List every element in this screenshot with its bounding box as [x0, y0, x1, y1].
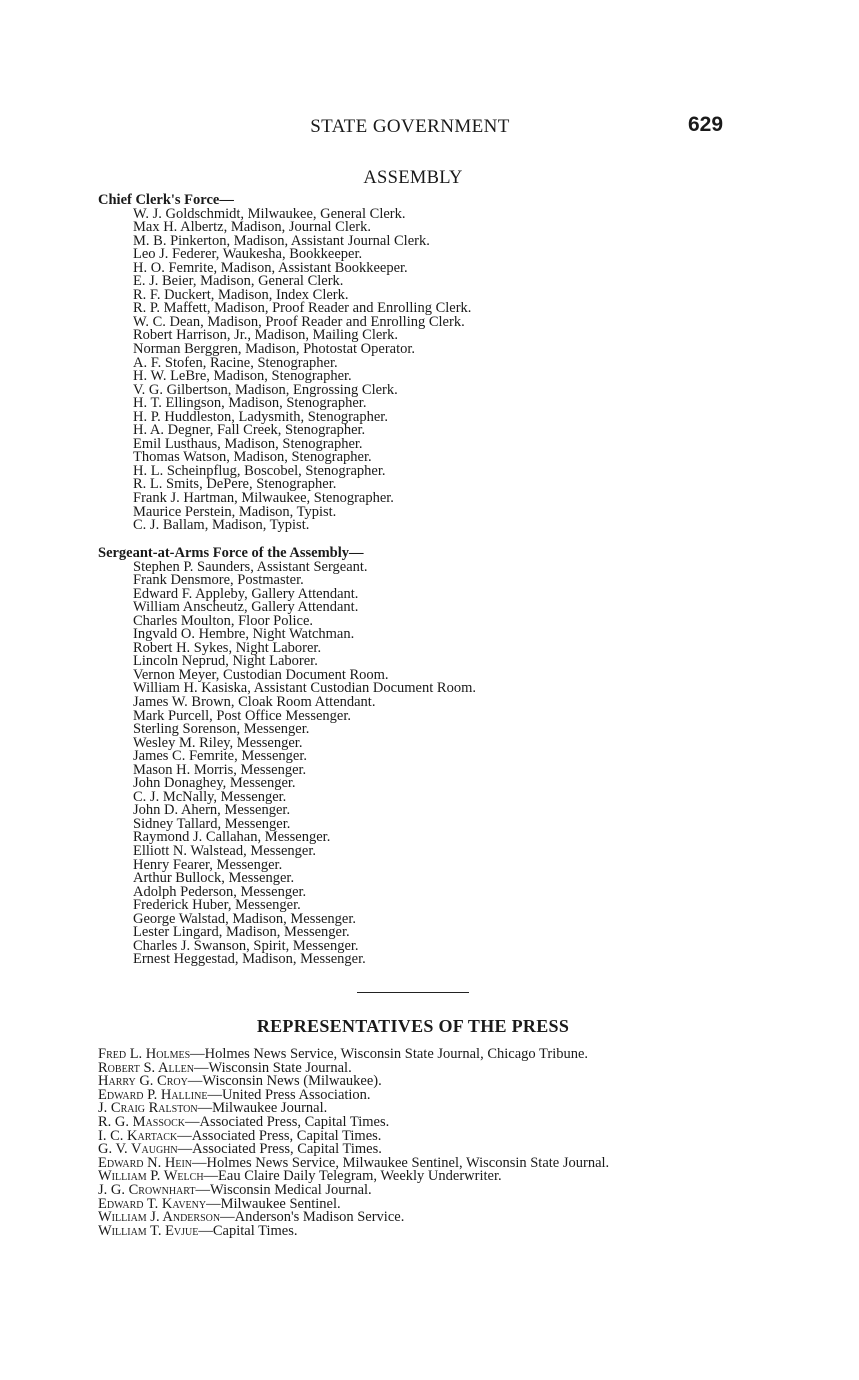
press-entry: Edward N. Hein—Holmes News Service, Milwaukee Sentinel, Wisconsin State Journal. — [98, 1154, 610, 1171]
list-item: H. T. Ellingson, Madison, Stenographer. — [133, 395, 367, 412]
press-name: William J. Anderson — [98, 1209, 221, 1226]
chief-clerk-list — [98, 205, 738, 534]
list-item: Frank J. Hartman, Milwaukee, Stenographer. — [133, 490, 394, 507]
press-entry: Edward P. Halline—United Press Association. — [98, 1086, 371, 1103]
list-item: R. L. Smits, DePere, Stenographer. — [133, 476, 337, 493]
press-affiliation: Milwaukee Journal. — [212, 1100, 328, 1117]
list-item: Stephen P. Saunders, Assistant Sergeant. — [133, 558, 368, 575]
press-affiliation: Eau Claire Daily Telegram, Weekly Underwriter. — [218, 1168, 502, 1185]
press-name: Harry G. Croy — [98, 1073, 188, 1090]
list-item: William Anscheutz, Gallery Attendant. — [133, 599, 359, 616]
list-item: H. O. Femrite, Madison, Assistant Bookkeeper. — [133, 259, 408, 276]
press-entry: William J. Anderson—Anderson's Madison Service. — [98, 1209, 405, 1226]
list-item: R. P. Maffett, Madison, Proof Reader and Enrolling Clerk. — [133, 300, 472, 317]
list-item: C. J. McNally, Messenger. — [133, 788, 287, 805]
press-affiliation: Wisconsin News (Milwaukee). — [202, 1073, 382, 1090]
sergeant-at-arms-list — [98, 558, 738, 968]
list-item: H. A. Degner, Fall Creek, Stenographer. — [133, 422, 366, 439]
assembly-title: ASSEMBLY — [363, 168, 463, 188]
press-affiliation: Associated Press, Capital Times. — [192, 1141, 382, 1158]
list-item: Maurice Perstein, Madison, Typist. — [133, 503, 337, 520]
press-entry: Edward T. Kaveny—Milwaukee Sentinel. — [98, 1195, 341, 1212]
press-name: Edward N. Hein — [98, 1154, 193, 1171]
press-entry: J. G. Crownhart—Wisconsin Medical Journal. — [98, 1181, 372, 1198]
press-affiliation: Associated Press, Capital Times. — [199, 1113, 390, 1130]
list-item: Frederick Huber, Messenger. — [133, 897, 301, 914]
press-name: Edward T. Kaveny — [98, 1195, 207, 1212]
list-item: Lincoln Neprud, Night Laborer. — [133, 653, 318, 670]
list-item: John Donaghey, Messenger. — [133, 775, 296, 792]
press-entry: J. Craig Ralston—Milwaukee Journal. — [98, 1100, 328, 1117]
press-list — [98, 1048, 730, 1238]
press-title: REPRESENTATIVES OF THE PRESS — [256, 1016, 570, 1036]
list-item: Ernest Heggestad, Madison, Messenger. — [133, 951, 366, 968]
press-affiliation: Wisconsin State Journal. — [208, 1059, 352, 1076]
press-entry: Robert S. Allen—Wisconsin State Journal. — [98, 1059, 352, 1076]
press-affiliation: Holmes News Service, Wisconsin State Journal, Chicago Tribune. — [204, 1046, 589, 1062]
press-name: I. C. Kartack — [98, 1127, 178, 1144]
list-item: Ingvald O. Hembre, Night Watchman. — [133, 626, 355, 643]
press-name: J. G. Crownhart — [98, 1181, 196, 1198]
press-affiliation: Milwaukee Sentinel. — [220, 1195, 341, 1212]
list-item: James C. Femrite, Messenger. — [133, 748, 307, 765]
list-item: William H. Kasiska, Assistant Custodian Document Room. — [133, 680, 476, 697]
press-entry: G. V. Vaughn—Associated Press, Capital Times. — [98, 1141, 382, 1158]
press-affiliation: Holmes News Service, Milwaukee Sentinel, Wisconsin State Journal. — [206, 1154, 610, 1171]
press-entry: Fred L. Holmes—Holmes News Service, Wisconsin State Journal, Chicago Tribune. — [98, 1046, 589, 1062]
list-item: Norman Berggren, Madison, Photostat Operator. — [133, 341, 416, 358]
list-item: H. P. Huddleston, Ladysmith, Stenographer. — [133, 408, 388, 425]
press-name: Edward P. Halline — [98, 1086, 208, 1103]
list-item: H. L. Scheinpflug, Boscobel, Stenographer. — [133, 462, 386, 479]
list-item: W. C. Dean, Madison, Proof Reader and Enrolling Clerk. — [133, 313, 465, 330]
list-item: W. J. Goldschmidt, Milwaukee, General Clerk. — [133, 205, 406, 222]
chief-clerk-force — [98, 194, 738, 533]
list-item: E. J. Beier, Madison, General Clerk. — [133, 273, 344, 290]
press-entry: Harry G. Croy—Wisconsin News (Milwaukee). — [98, 1073, 382, 1090]
chief-clerk-heading: Chief Clerk's Force— — [98, 192, 234, 208]
list-item: Emil Lusthaus, Madison, Stenographer. — [133, 435, 363, 452]
running-header: STATE GOVERNMENT — [310, 116, 510, 137]
press-affiliation: Anderson's Madison Service. — [234, 1209, 405, 1226]
list-item: C. J. Ballam, Madison, Typist. — [133, 517, 310, 534]
list-item: R. F. Duckert, Madison, Index Clerk. — [133, 286, 349, 303]
list-item: Frank Densmore, Postmaster. — [133, 572, 304, 589]
list-item: George Walstad, Madison, Messenger. — [133, 910, 357, 927]
page-number: 629 — [688, 113, 724, 136]
press-name: J. Craig Ralston — [98, 1100, 198, 1117]
press-entry: I. C. Kartack—Associated Press, Capital Times. — [98, 1127, 382, 1144]
press-name: William P. Welch — [98, 1168, 204, 1185]
list-item: Henry Fearer, Messenger. — [133, 856, 283, 873]
press-entry: R. G. Massock—Associated Press, Capital Times. — [98, 1113, 390, 1130]
list-item: V. G. Gilbertson, Madison, Engrossing Clerk. — [133, 381, 398, 398]
list-item: Edward F. Appleby, Gallery Attendant. — [133, 585, 359, 602]
list-item: Wesley M. Riley, Messenger. — [133, 734, 303, 751]
list-item: H. W. LeBre, Madison, Stenographer. — [133, 368, 352, 385]
list-item: James W. Brown, Cloak Room Attendant. — [133, 694, 376, 711]
press-affiliation: Associated Press, Capital Times. — [191, 1127, 382, 1144]
list-item: Mason H. Morris, Messenger. — [133, 761, 307, 778]
press-entry: William T. Evjue—Capital Times. — [98, 1222, 298, 1239]
list-item: Charles J. Swanson, Spirit, Messenger. — [133, 937, 359, 954]
list-item: Elliott N. Walstead, Messenger. — [133, 843, 317, 860]
sergeant-at-arms-force — [98, 547, 738, 967]
section-divider — [357, 992, 469, 993]
press-name: G. V. Vaughn — [98, 1141, 178, 1158]
list-item: Sterling Sorenson, Messenger. — [133, 721, 310, 738]
press-name: R. G. Massock — [98, 1113, 185, 1130]
press-name: William T. Evjue — [98, 1222, 199, 1239]
list-item: Max H. Albertz, Madison, Journal Clerk. — [133, 219, 372, 236]
list-item: Adolph Pederson, Messenger. — [133, 883, 307, 900]
list-item: M. B. Pinkerton, Madison, Assistant Journal Clerk. — [133, 232, 430, 249]
list-item: Vernon Meyer, Custodian Document Room. — [133, 666, 389, 683]
sergeant-at-arms-heading: Sergeant-at-Arms Force of the Assembly— — [98, 545, 364, 561]
list-item: Arthur Bullock, Messenger. — [133, 870, 295, 887]
press-name: Robert S. Allen — [98, 1059, 195, 1076]
list-item: Raymond J. Callahan, Messenger. — [133, 829, 331, 846]
list-item: Mark Purcell, Post Office Messenger. — [133, 707, 351, 724]
list-item: Thomas Watson, Madison, Stenographer. — [133, 449, 372, 466]
list-item: Robert H. Sykes, Night Laborer. — [133, 639, 322, 656]
list-item: Lester Lingard, Madison, Messenger. — [133, 924, 350, 941]
press-affiliation: United Press Association. — [221, 1086, 371, 1103]
list-item: Leo J. Federer, Waukesha, Bookkeeper. — [133, 246, 363, 263]
press-entry: William P. Welch—Eau Claire Daily Telegram, Weekly Underwriter. — [98, 1168, 502, 1185]
list-item: Sidney Tallard, Messenger. — [133, 815, 291, 832]
list-item: John D. Ahern, Messenger. — [133, 802, 291, 819]
list-item: Charles Moulton, Floor Police. — [133, 612, 314, 629]
list-item: Robert Harrison, Jr., Madison, Mailing Clerk. — [133, 327, 399, 344]
press-affiliation: Capital Times. — [212, 1222, 298, 1239]
list-item: A. F. Stofen, Racine, Stenographer. — [133, 354, 338, 371]
press-name: Fred L. Holmes — [98, 1046, 191, 1062]
press-affiliation: Wisconsin Medical Journal. — [209, 1181, 372, 1198]
